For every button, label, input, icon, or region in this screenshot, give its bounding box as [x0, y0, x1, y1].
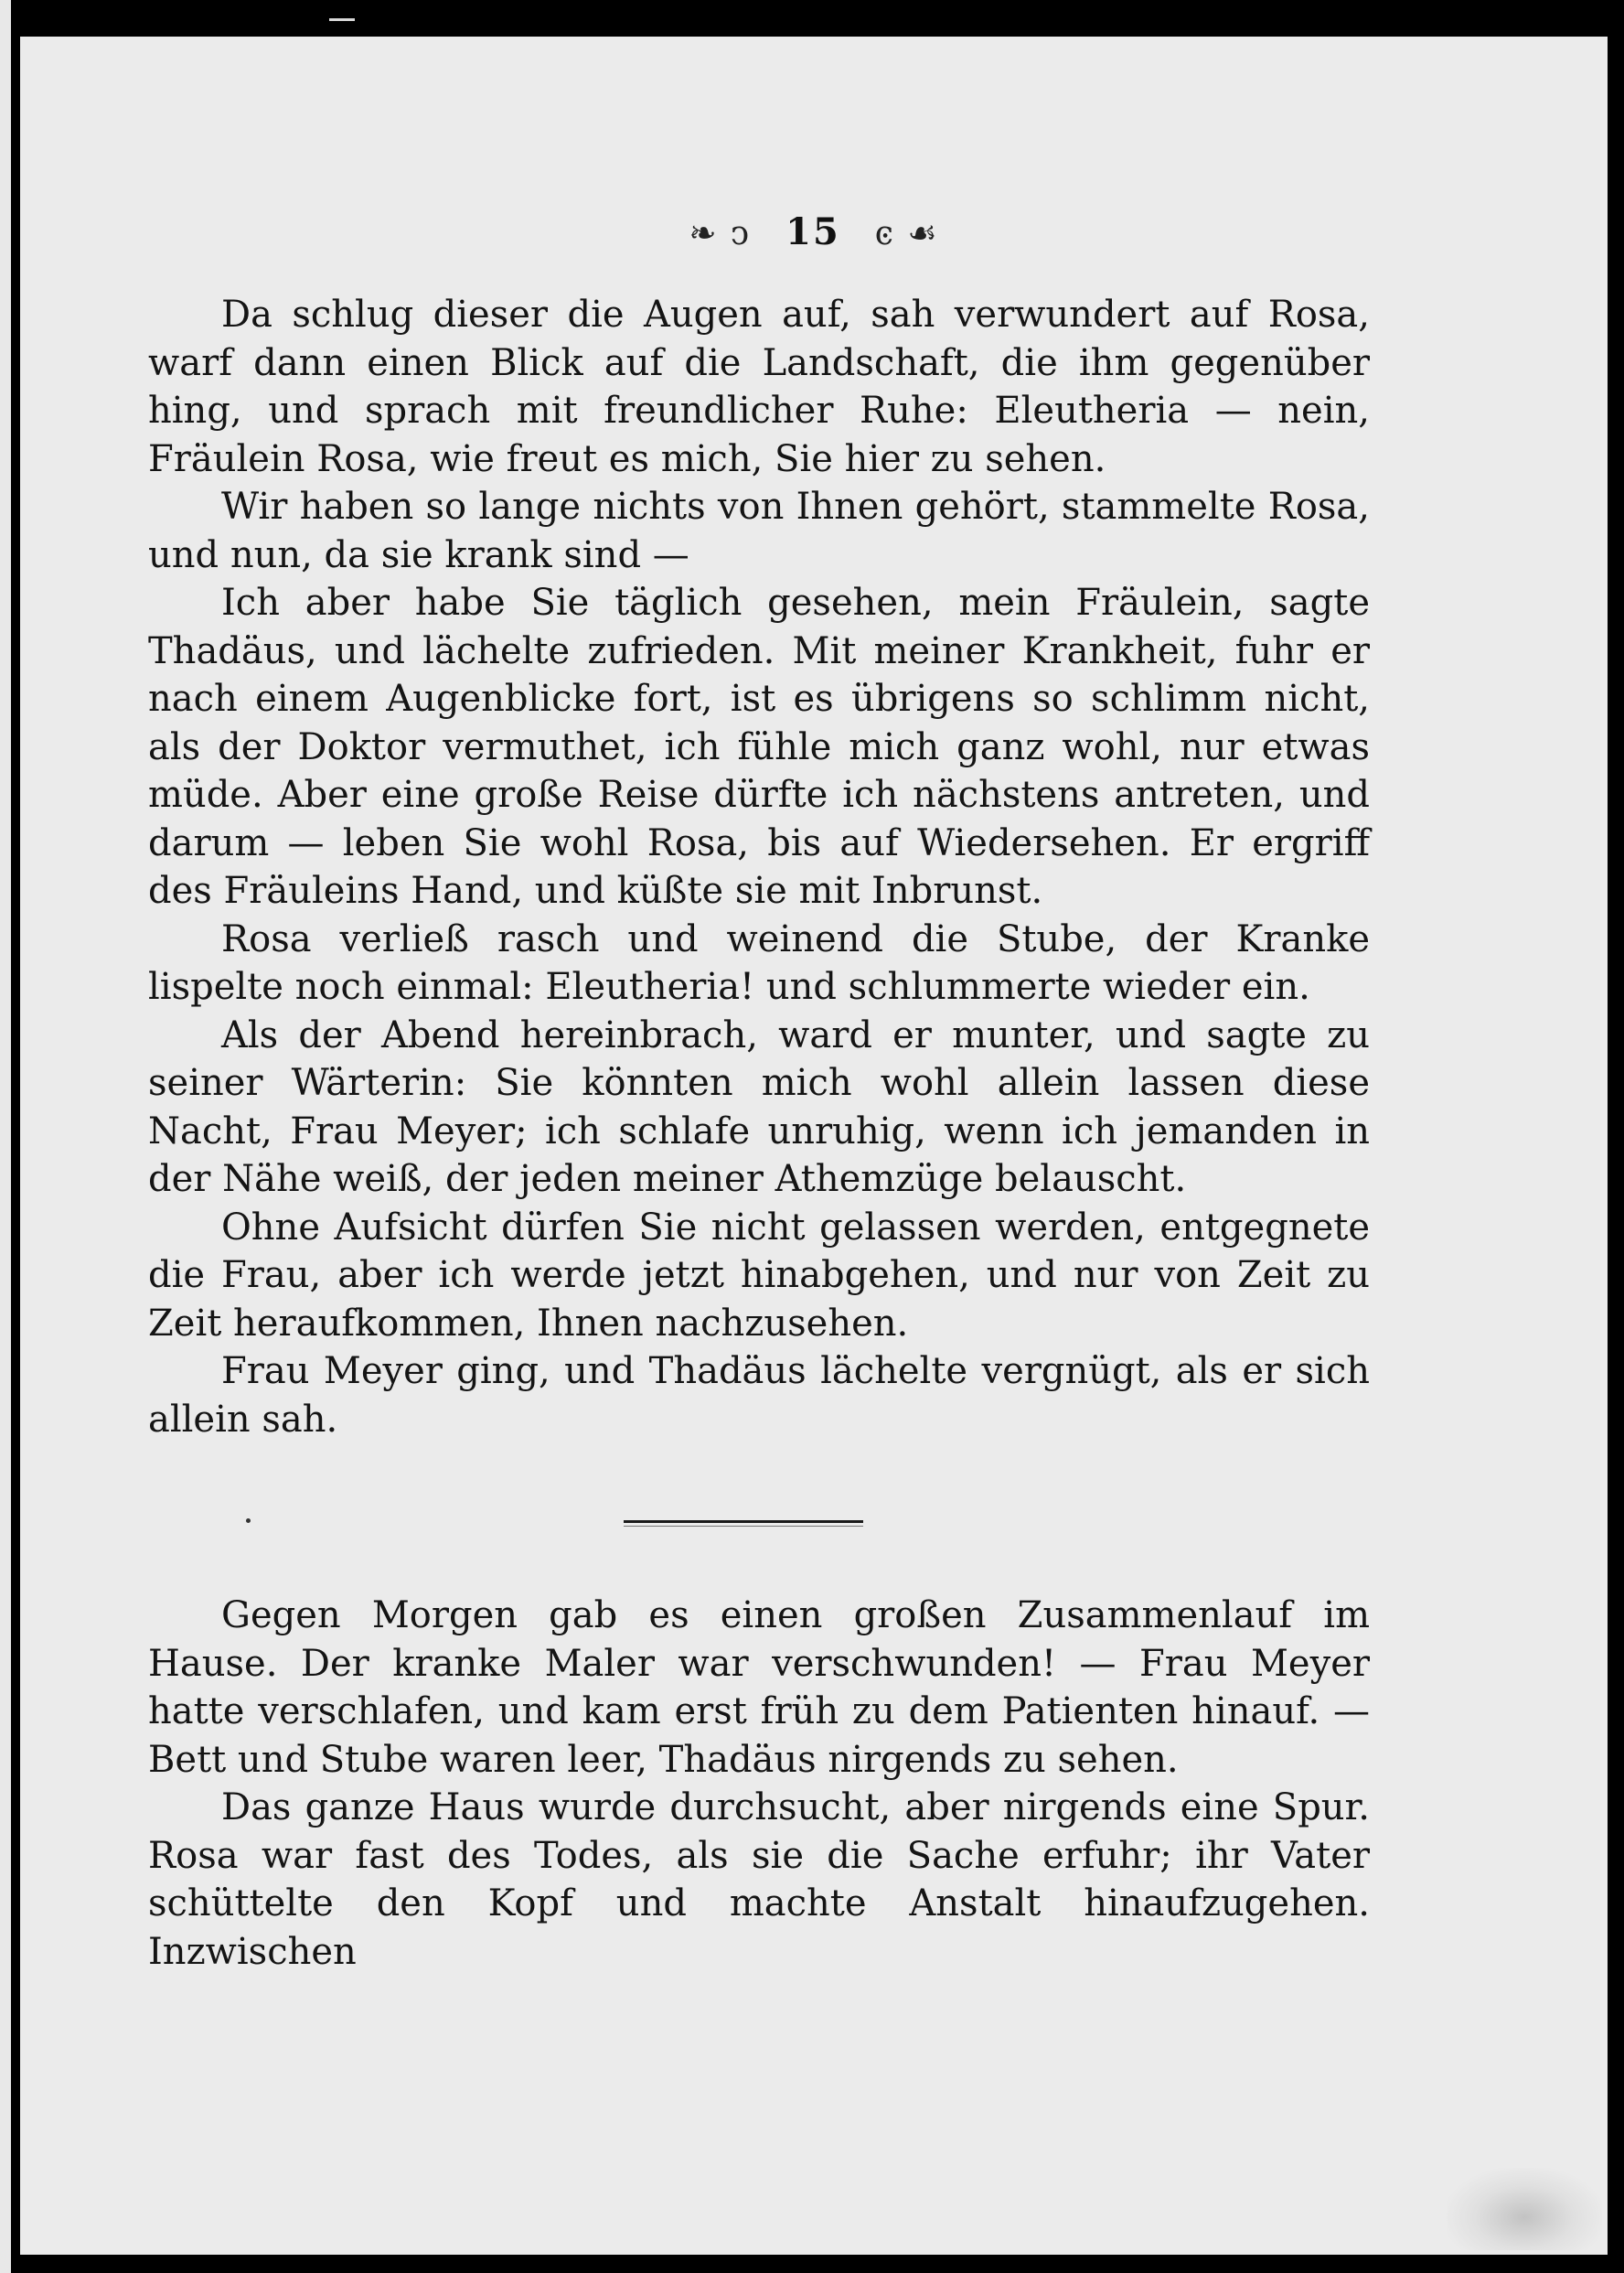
page-header [20, 210, 1608, 253]
stray-dot [246, 1518, 251, 1523]
paragraph: Da schlug dieser die Augen auf, sah verwundert auf Rosa, warf dann einen Blick auf die Landschaft, die ihm gegenüber hing, und sprach mit freundlicher Ruhe: Eleutheria — nein, Fräulein Rosa, wie freut es mich, Sie hier zu sehen. [148, 294, 1370, 480]
paragraph: Frau Meyer ging, und Thadäus lächelte vergnügt, als er sich allein sah. [148, 1350, 1370, 1441]
page-number: 15 [785, 210, 840, 253]
paragraph: Gegen Morgen gab es einen großen Zusammenlauf im Hause. Der kranke Maler war verschwunden! — Frau Meyer hatte verschlafen, und kam erst früh zu dem Patienten hinauf. — Bett und Stube waren leer, Thadäus nirgends zu sehen. [148, 1594, 1370, 1781]
paragraph: Als der Abend hereinbrach, ward er munter, und sagte zu seiner Wärterin: Sie könnten mich wohl allein lassen diese Nacht, Frau Meyer; ich schlafe unruhig, wenn ich jemanden in der Nähe weiß, der jeden meiner Athemzüge belauscht. [148, 1013, 1370, 1200]
book-page [20, 37, 1608, 2255]
adjacent-page-edge [0, 0, 11, 2273]
scan-mark [329, 18, 355, 21]
paragraph: Rosa verließ rasch und weinend die Stube, der Kranke lispelte noch einmal: Eleutheria! und schlummerte wieder ein. [148, 917, 1370, 1008]
paragraph: Ich aber habe Sie täglich gesehen, mein Fräulein, sagte Thadäus, und lächelte zufrieden. Mit meiner Krankheit, fuhr er nach einem Augenblicke fort, ist es übrigens so schlimm nicht, als der Doktor vermuthet, ich fühle mich ganz wohl, nur etwas müde. Aber eine große Reise dürfte ich nächstens antreten, und darum — leben Sie wohl Rosa, bis auf Wiedersehen. Er ergriff des Fräuleins Hand, und küßte sie mit Inbrunst. [148, 582, 1370, 912]
ornament-right-icon: ͼ ☙ [874, 215, 939, 252]
scan-smudge [1447, 2168, 1602, 2250]
paragraph: Ohne Aufsicht dürfen Sie nicht gelassen werden, entgegnete die Frau, aber ich werde jetzt hinabgehen, und nur von Zeit zu Zeit heraufkommen, Ihnen nachzusehen. [148, 1206, 1370, 1345]
paragraph: Wir haben so lange nichts von Ihnen gehört, stammelte Rosa, und nun, da sie krank sind — [148, 486, 1370, 576]
ornament-left-icon: ❧ ͻ [689, 215, 752, 252]
text-section-2 [148, 1592, 1370, 1976]
text-section-1 [148, 291, 1370, 1443]
section-divider [624, 1520, 863, 1528]
paragraph: Das ganze Haus wurde durchsucht, aber nirgends eine Spur. Rosa war fast des Todes, als sie die Sache erfuhr; ihr Vater schüttelte den Kopf und machte Anstalt hinaufzugehen. Inzwischen [148, 1786, 1370, 1973]
